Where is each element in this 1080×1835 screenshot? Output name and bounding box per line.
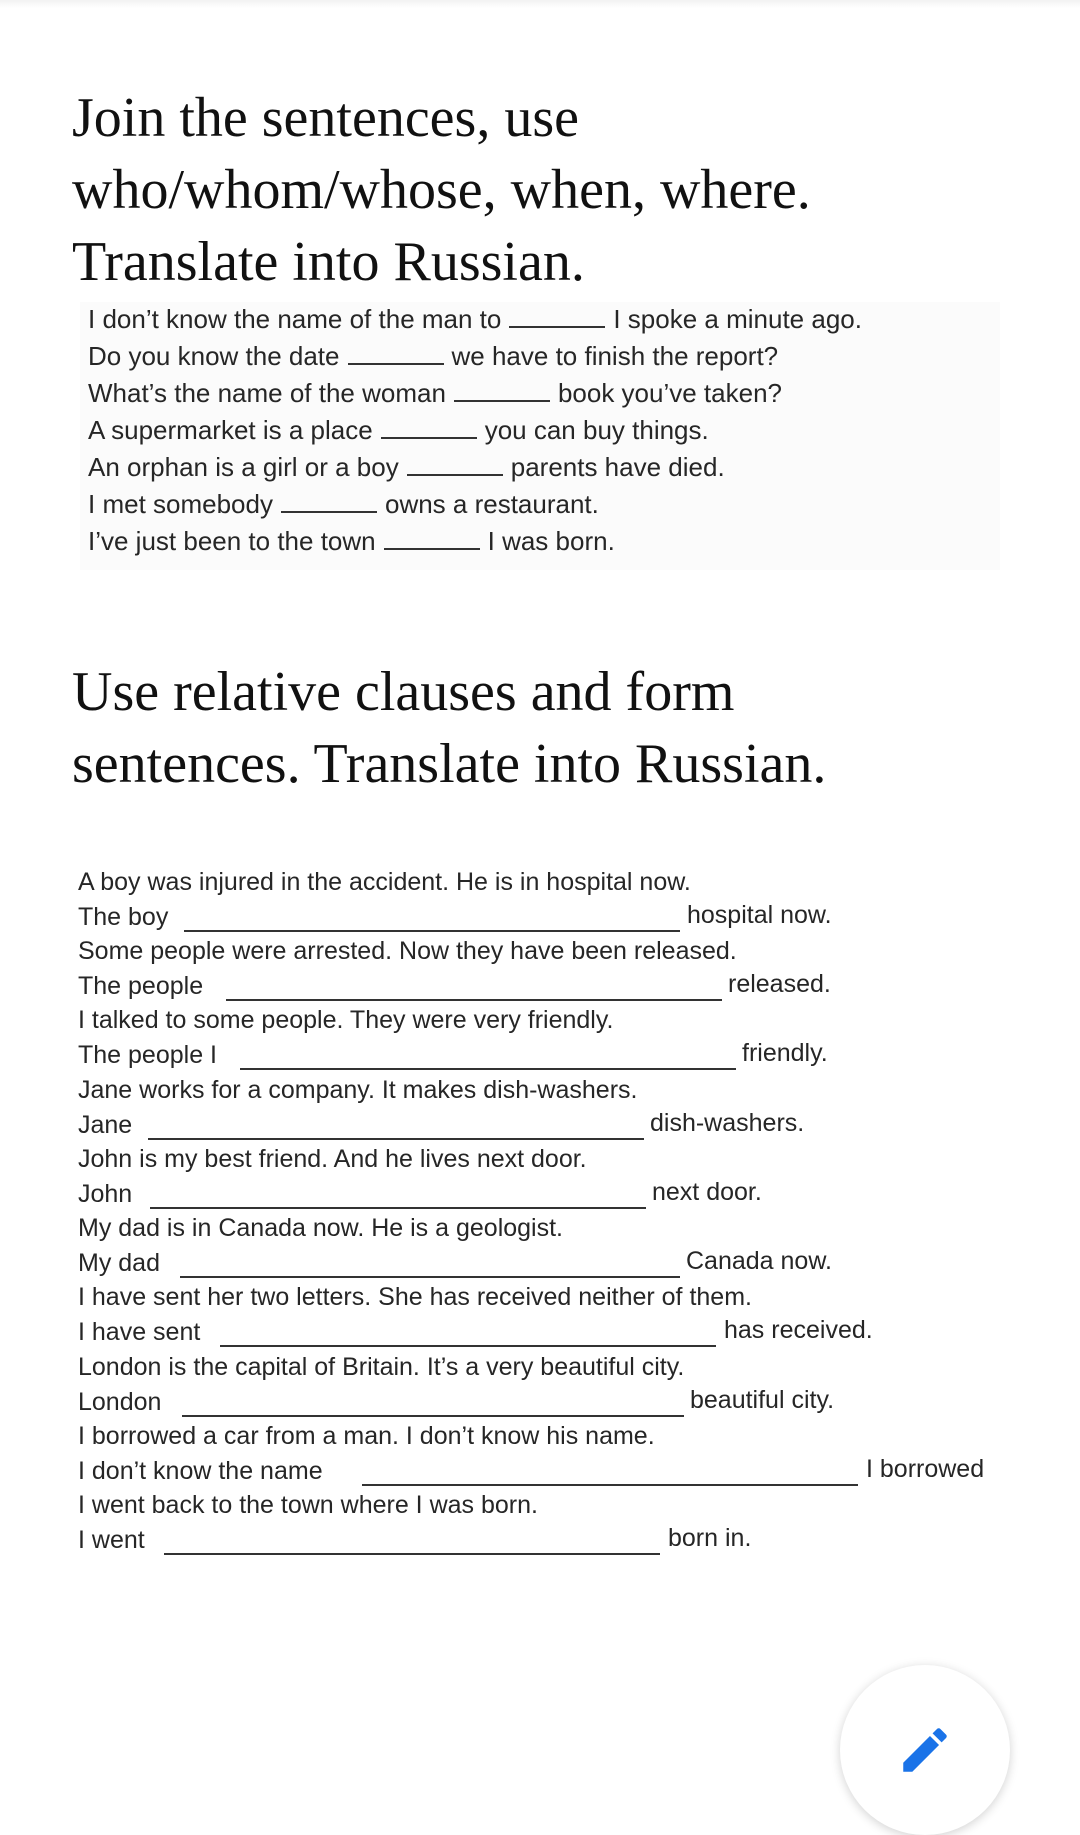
answer-line[interactable]	[226, 999, 722, 1001]
section2-heading	[72, 656, 826, 800]
pencil-icon	[896, 1721, 954, 1779]
exercise2-start: The people	[78, 972, 204, 1000]
exercise2-prompt: Jane works for a company. It makes dish-washers.	[78, 1076, 638, 1104]
exercise2-start: John	[78, 1180, 133, 1208]
exercise2-end: born in.	[668, 1524, 752, 1552]
answer-line[interactable]	[240, 1068, 736, 1070]
answer-line[interactable]	[150, 1207, 646, 1209]
answer-blank[interactable]	[348, 341, 444, 365]
exercise1-line: An orphan is a girl or a boy parents have died.	[88, 452, 725, 482]
heading-line: who/whom/whose, when, where.	[72, 159, 811, 221]
answer-line[interactable]	[184, 930, 680, 932]
answer-blank[interactable]	[384, 526, 480, 550]
exercise2-start: The people I	[78, 1041, 217, 1069]
section1-heading	[72, 82, 811, 298]
edit-button[interactable]	[840, 1665, 1010, 1835]
exercise2-end: I borrowed	[866, 1455, 985, 1483]
exercise1-line: What’s the name of the woman book you’ve taken?	[88, 378, 782, 408]
exercise2-start: I have sent	[78, 1318, 201, 1346]
exercise2-end: has received.	[724, 1316, 873, 1344]
exercise2-end: dish-washers.	[650, 1109, 805, 1137]
answer-line[interactable]	[164, 1553, 660, 1555]
exercise1-line: I met somebody owns a restaurant.	[88, 489, 599, 519]
exercise1-line: I’ve just been to the town I was born.	[88, 526, 615, 556]
exercise2-start: My dad	[78, 1249, 160, 1277]
answer-blank[interactable]	[509, 304, 605, 328]
exercise2-prompt: I have sent her two letters. She has received neither of them.	[78, 1283, 752, 1311]
exercise2-end: next door.	[652, 1178, 762, 1206]
answer-blank[interactable]	[381, 415, 477, 439]
answer-line[interactable]	[148, 1138, 644, 1140]
exercise2-end: beautiful city.	[690, 1386, 835, 1414]
exercise2-prompt: Some people were arrested. Now they have been released.	[78, 937, 737, 965]
answer-line[interactable]	[220, 1345, 716, 1347]
exercise1-line: Do you know the date we have to finish the report?	[88, 341, 779, 371]
exercise1-line: I don’t know the name of the man to I spoke a minute ago.	[88, 304, 862, 334]
exercise2-prompt: London is the capital of Britain. It’s a very beautiful city.	[78, 1353, 685, 1381]
exercise2-start: London	[78, 1388, 162, 1416]
answer-line[interactable]	[180, 1276, 680, 1278]
answer-blank[interactable]	[454, 378, 550, 402]
exercise2-end: friendly.	[742, 1039, 828, 1067]
answer-line[interactable]	[182, 1415, 684, 1417]
exercise2-prompt: I borrowed a car from a man. I don’t know his name.	[78, 1422, 655, 1450]
exercise2-prompt: I talked to some people. They were very friendly.	[78, 1006, 614, 1034]
exercise2-start: The boy	[78, 903, 169, 931]
exercise2-end: Canada now.	[686, 1247, 832, 1275]
exercise1-line: A supermarket is a place you can buy things.	[88, 415, 709, 445]
top-shadow	[0, 0, 1080, 8]
heading-line: Use relative clauses and form	[72, 661, 735, 723]
exercise2-prompt: My dad is in Canada now. He is a geologist.	[78, 1214, 563, 1242]
answer-line[interactable]	[362, 1484, 858, 1486]
exercise2-prompt: A boy was injured in the accident. He is in hospital now.	[78, 868, 691, 896]
exercise2-end: hospital now.	[687, 901, 832, 929]
exercise2-start: I went	[78, 1526, 145, 1554]
exercise2-start: Jane	[78, 1111, 133, 1139]
exercise2-prompt: John is my best friend. And he lives next door.	[78, 1145, 587, 1173]
exercise2-start: I don’t know the name	[78, 1457, 323, 1485]
answer-blank[interactable]	[407, 452, 503, 476]
exercise2-end: released.	[728, 970, 831, 998]
exercise1-scan	[80, 302, 1000, 570]
exercise2-scan	[72, 866, 1012, 1566]
exercise2-prompt: I went back to the town where I was born.	[78, 1491, 538, 1519]
answer-blank[interactable]	[281, 489, 377, 513]
heading-line: Translate into Russian.	[72, 231, 585, 293]
heading-line: Join the sentences, use	[72, 87, 579, 149]
heading-line: sentences. Translate into Russian.	[72, 733, 827, 795]
